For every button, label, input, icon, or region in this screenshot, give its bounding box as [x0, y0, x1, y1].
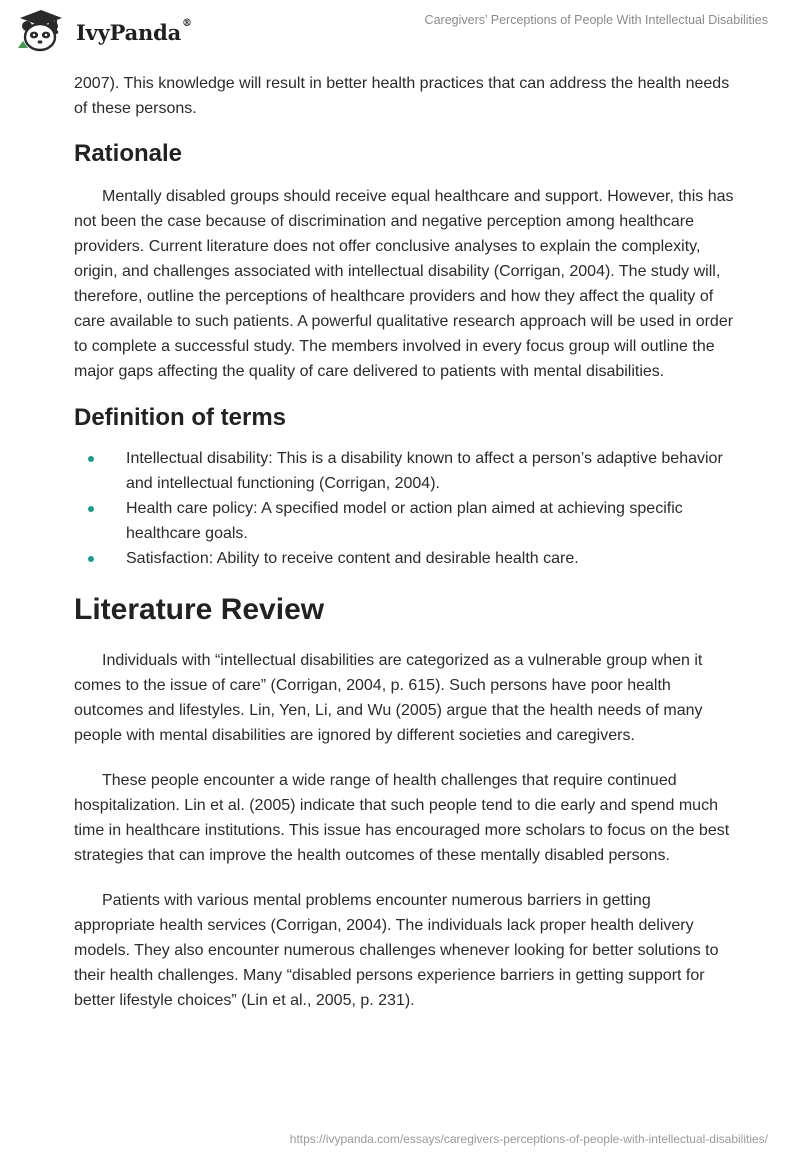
literature-paragraph: These people encounter a wide range of health challenges that require continued hospitalization. Lin et al. (2005) indicate that such people tend to die early and spend much time in healthcare institutions. This issue has encouraged more scholars to focus on the best strategies that can improve the health outcomes of these mentally disabled persons.: [74, 772, 730, 864]
logo-wordmark: IvyPanda®: [76, 17, 192, 45]
list-item: Satisfaction: Ability to receive content and desirable health care.: [74, 546, 734, 571]
literature-paragraph: Patients with various mental problems encounter numerous barriers in getting appropriate health services (Corrigan, 2004). The individuals lack proper health delivery models. They also encounter numerous challenges whenever looking for better solutions to their health challenges. Many “disabled persons experience barriers in getting support for better lifestyle choices” (Lin et al., 2005, p. 231).: [74, 892, 719, 1009]
bullet-icon: [88, 556, 94, 562]
literature-review-heading: Literature Review: [74, 593, 325, 626]
document-title: Caregivers’ Perceptions of People With Intellectual Disabilities: [424, 13, 768, 27]
source-url-link[interactable]: https://ivypanda.com/essays/caregivers-perceptions-of-people-with-intellectual-disabilities/: [289, 1132, 768, 1146]
panda-graduate-icon: [14, 8, 66, 54]
rationale-paragraph: Mentally disabled groups should receive equal healthcare and support. However, this has not been the case because of discrimination and negative perception among healthcare providers. Current literature does not offer conclusive analyses to explain the complexity, origin, and challenges associated with intellectual disability (Corrigan, 2004). The study will, therefore, outline the perceptions of healthcare providers and how they affect the quality of care available to such patients. A powerful qualitative research approach will be used in order to complete a successful study. The members involved in every focus group will outline the major gaps affecting the quality of care delivered to patients with mental disabilities.: [74, 188, 734, 380]
ivypanda-logo[interactable]: [14, 8, 192, 54]
literature-paragraph: Individuals with “intellectual disabilities are categorized as a vulnerable group when it comes to the issue of care” (Corrigan, 2004, p. 615). Such persons have poor health outcomes and lifestyles. Lin, Yen, Li, and Wu (2005) argue that the health needs of many people with mental disabilities are ignored by different societies and caregivers.: [74, 652, 703, 744]
list-item: Health care policy: A specified model or action plan aimed at achieving specific healthcare goals.: [74, 496, 734, 546]
definitions-heading: Definition of terms: [74, 404, 287, 431]
intro-paragraph: 2007). This knowledge will result in better health practices that can address the health needs of these persons.: [74, 75, 730, 117]
list-item: Intellectual disability: This is a disability known to affect a person’s adaptive behavior and intellectual functioning (Corrigan, 2004).: [74, 446, 734, 496]
page-header: [0, 0, 800, 60]
bullet-icon: [88, 506, 94, 512]
rationale-heading: Rationale: [74, 140, 183, 167]
bullet-icon: [88, 456, 94, 462]
definitions-list: [74, 446, 734, 571]
essay-content: [74, 71, 734, 1013]
